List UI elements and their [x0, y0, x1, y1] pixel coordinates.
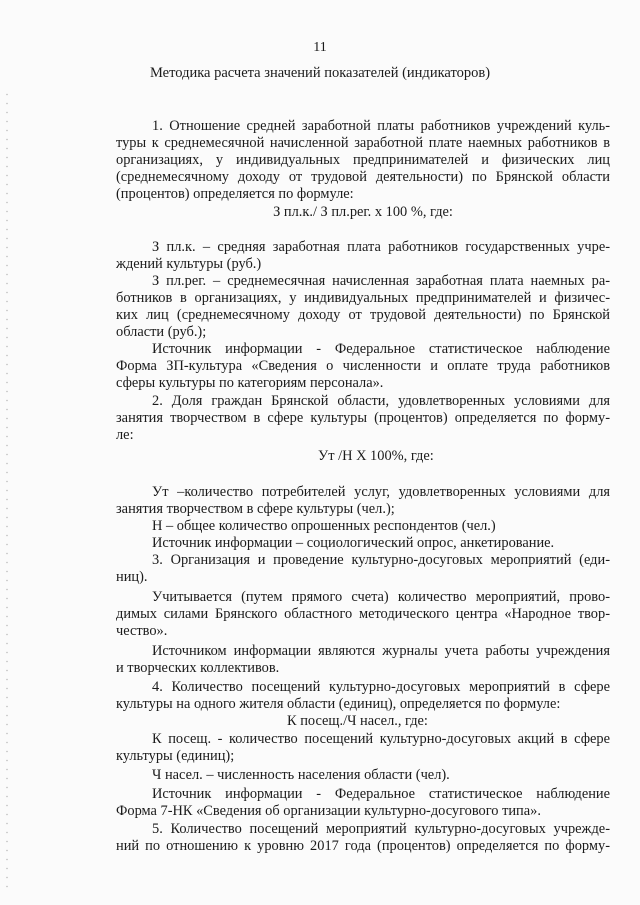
scan-edge-dots	[6, 90, 8, 890]
text-line: ле:	[116, 427, 134, 443]
formula-line: Ут /Н Х 100%, где:	[318, 448, 434, 464]
text-line: ждений культуры (руб.)	[116, 256, 262, 272]
formula-line: З пл.к./ З пл.рег. х 100 %, где:	[273, 204, 453, 220]
text-line: Источник информации - Федеральное статистическое наблюдение	[152, 341, 610, 357]
text-line: 4. Количество посещений культурно-досуговых мероприятий в сфере	[152, 679, 610, 695]
text-line: туры к среднемесячной начисленной заработной плате наемных работников в	[116, 135, 610, 151]
text-line: чество».	[116, 623, 168, 639]
text-line: димых силами Брянского областного методического центра «Народное твор-	[116, 606, 610, 622]
text-line: (среднемесячному доходу от трудовой деятельности) по Брянской области	[116, 169, 610, 185]
page-number: 11	[313, 40, 327, 55]
text-line: К посещ. - количество посещений культурно-досуговых акций в сфере	[152, 731, 610, 747]
text-line: З пл.к. – средняя заработная плата работников государственных учре-	[152, 239, 610, 255]
text-line: Форма ЗП-культура «Сведения о численности и оплате труда работников	[116, 358, 610, 374]
text-line: Источником информации являются журналы учета работы учреждения	[152, 643, 610, 659]
text-line: Форма 7-НК «Сведения об организации культурно-досугового типа».	[116, 803, 541, 819]
text-line: Н – общее количество опрошенных респондентов (чел.)	[152, 518, 496, 534]
text-line: Источник информации – социологический опрос, анкетирование.	[152, 535, 555, 551]
text-line: занятия творчеством в сфере культуры (чел.);	[116, 501, 395, 517]
text-line: 3. Организация и проведение культурно-досуговых мероприятий (еди-	[152, 552, 610, 568]
text-line: Ч насел. – численность населения области (чел).	[152, 767, 450, 783]
text-line: ботников в организациях, у индивидуальных предпринимателей и физичес-	[116, 290, 610, 306]
text-line: ний по отношению к уровню 2017 года (процентов) определяется по форму-	[116, 838, 610, 854]
text-line: культуры (единиц);	[116, 748, 235, 764]
text-line: организациях, у индивидуальных предпринимателей и физических лиц	[116, 152, 610, 168]
text-line: 5. Количество посещений мероприятий культурно-досуговых учрежде-	[152, 821, 610, 837]
text-line: занятия творчеством в сфере культуры (процентов) определяется по форму-	[116, 410, 610, 426]
text-line: сферы культуры по категориям персонала».	[116, 375, 384, 391]
text-line: и творческих коллективов.	[116, 660, 280, 676]
text-line: культуры на одного жителя области (единиц), определяется по формуле:	[116, 696, 561, 712]
text-line: области (руб.);	[116, 324, 207, 340]
text-line: ниц).	[116, 569, 148, 585]
text-line: (процентов) определяется по формуле:	[116, 186, 354, 202]
page-title: Методика расчета значений показателей (индикаторов)	[149, 65, 491, 81]
formula-line: К посещ./Ч насел., где:	[287, 713, 428, 729]
text-line: З пл.рег. – среднемесячная начисленная заработная плата наемных ра-	[152, 273, 610, 289]
text-line: Ут –количество потребителей услуг, удовлетворенных условиями для	[152, 484, 610, 500]
text-line: 2. Доля граждан Брянской области, удовлетворенных условиями для	[152, 393, 610, 409]
text-line: 1. Отношение средней заработной платы работников учреждений куль-	[152, 118, 610, 134]
text-line: ких лиц (среднемесячному доходу от трудовой деятельности) по Брянской	[116, 307, 610, 323]
text-line: Источник информации - Федеральное статистическое наблюдение	[152, 786, 610, 802]
text-line: Учитывается (путем прямого счета) количество мероприятий, прово-	[152, 589, 610, 605]
